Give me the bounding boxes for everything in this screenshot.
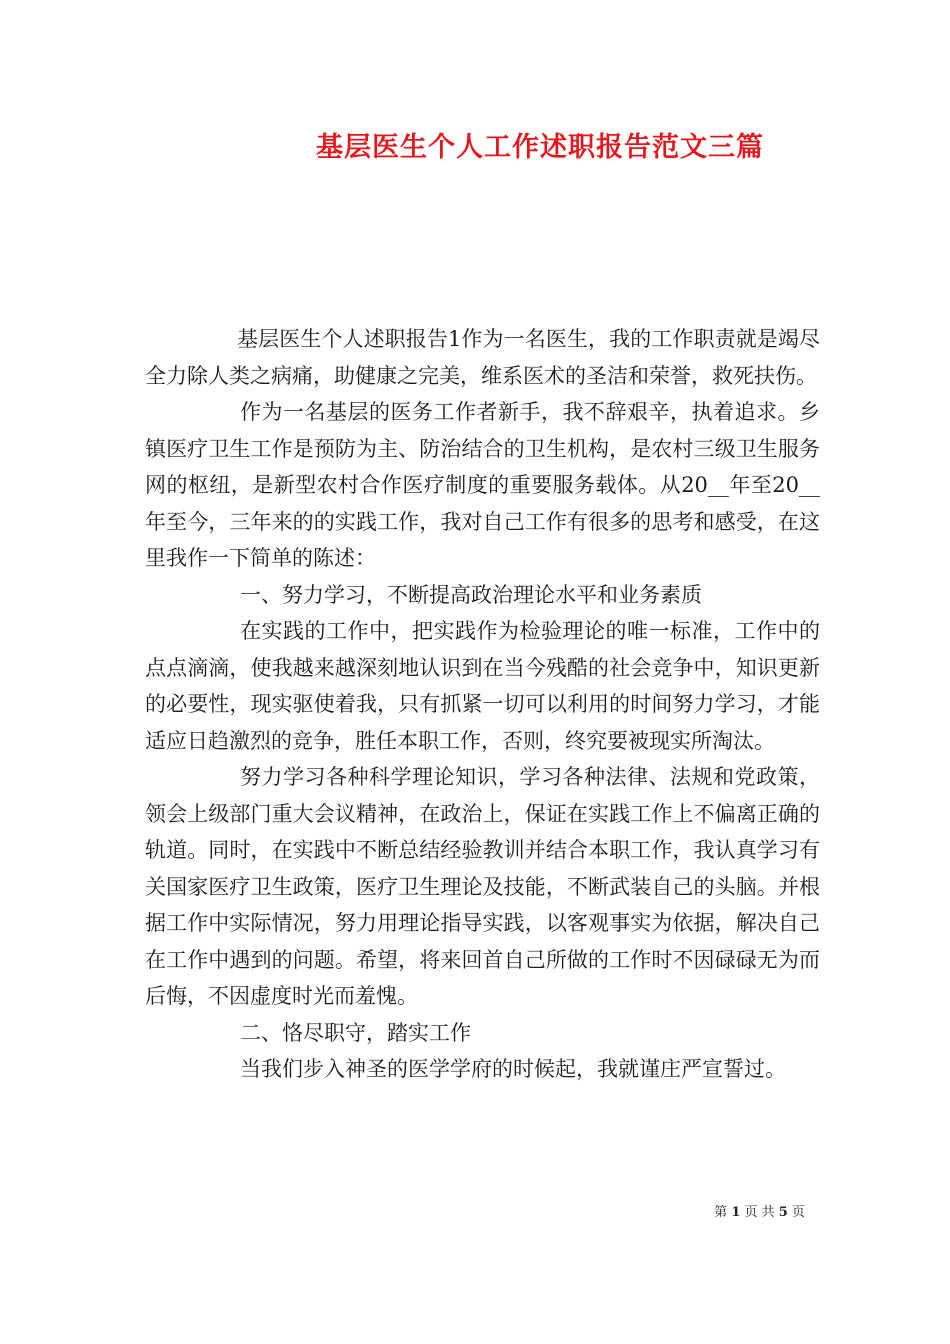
paragraph-practice: 在实践的工作中，把实践作为检验理论的唯一标准，工作中的点点滴滴，使我越来越深刻地认识到在当今残酷的社会竞争中，知识更新的必要性，现实驱使着我，只有抓紧一切可以利用的时间努力学习，才能适应日趋激烈的竞争，胜任本职工作，否则，终究要被现实所淘汰。 [145,619,820,753]
footer-suffix: 页 [791,1205,805,1220]
paragraph-intro: 基层医生个人述职报告1作为一名医生，我的工作职责就是竭尽全力除人类之病痛，助健康之完美，维系医术的圣洁和荣誉，救死扶伤。 [145,327,820,388]
current-page-number: 1 [731,1205,741,1220]
total-page-count: 5 [778,1205,788,1220]
section-heading-1: 一、努力学习，不断提高政治理论水平和业务素质 [240,582,702,607]
page-footer [0,1203,805,1223]
paragraph-oath: 当我们步入神圣的医学学府的时候起，我就谨庄严宣誓过。 [240,1057,786,1081]
section-heading-2: 二、恪尽职守，踏实工作 [240,1020,471,1045]
document-body [145,321,820,1088]
paragraph-background: 作为一名基层的医务工作者新手，我不辞艰辛，执着追求。乡镇医疗卫生工作是预防为主、防治结合的卫生机构，是农村三级卫生服务网的枢纽，是新型农村合作医疗制度的重要服务载体。从20__年至20__年至今，三年来的的实践工作，我对自己工作有很多的思考和感受，在这里我作一下简单的陈述： [145,400,820,570]
footer-prefix: 第 [714,1205,728,1220]
footer-middle: 页 共 [744,1205,775,1220]
paragraph-study: 努力学习各种科学理论知识，学习各种法律、法规和党政策，领会上级部门重大会议精神，在政治上，保证在实践工作上不偏离正确的轨道。同时，在实践中不断总结经验教训并结合本职工作，我认真学习有关国家医疗卫生政策，医疗卫生理论及技能，不断武装自己的头脑。并根据工作中实际情况，努力用理论指导实践，以客观事实为依据，解决自己在工作中遇到的问题。希望，将来回首自己所做的工作时不因碌碌无为而后悔，不因虚度时光而羞愧。 [145,765,820,1008]
document-title: 基层医生个人工作述职报告范文三篇 [316,132,764,163]
